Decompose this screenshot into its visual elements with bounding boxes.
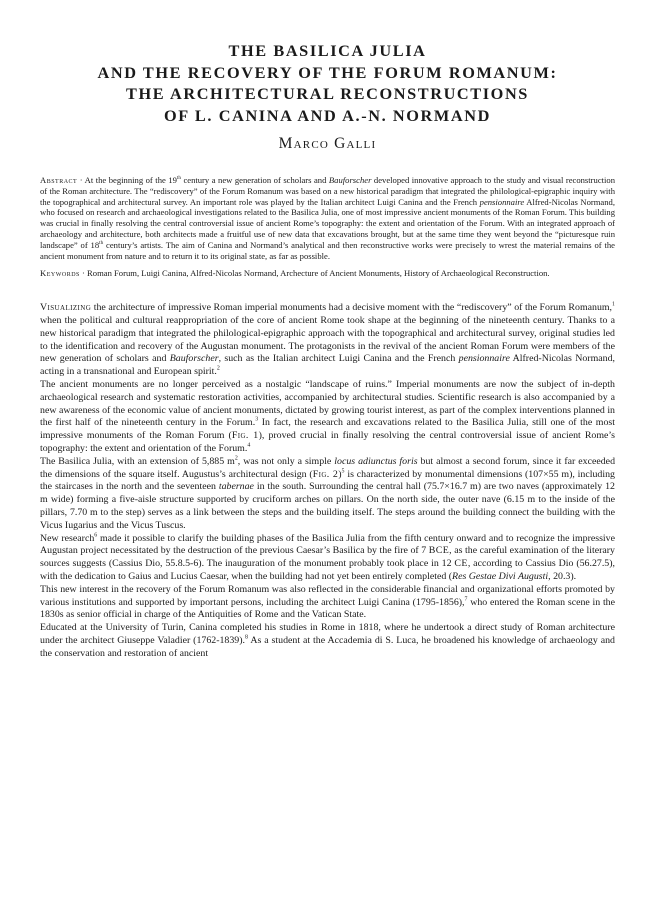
text-run: ) (338, 468, 342, 480)
abstract (40, 175, 615, 261)
text-run: when the political and cultural reappropriation of the core of ancient Rome took shape at the beginning of the nineteenth century. Thanks to a new historical paradigm that integrated the philological-epigraphic approach with the topographical and architectural survey, original studies led to the identification and recovery of the Augustan monument. The protagonists in the revival of the ancient Roman Forum were members of the new generation of scholars and (40, 314, 615, 365)
text-run: , such as the Italian architect Luigi Canina and the French (218, 353, 459, 365)
text-run: but almost a second forum, since it far exceeded the dimensions of the square itself. Augustus’s architectural design ( (40, 455, 616, 480)
superscript: th (99, 239, 104, 246)
text-run: who entered the Roman scene in the 1830s as senior official in charge of the Antiquities of Rome and the Vatican State. (40, 596, 616, 621)
footnote-ref[interactable]: 8 (245, 634, 248, 641)
abstract-text: Alfred-Nicolas Normand, who focused on research and archaeological investigations related to the Basilica Julia, one of most impressive ancient monuments of the Roman Forum. This building was crucial in finally resolving the central controversial issue of ancient Rome’s topography: the extent and orientation of the Forum. With an integrated approach of archaeology and architecture, both architects made a fruitful use of new data that excavations brought, but at the same time they went beyond the “picturesque ruin landscape” of 18 (40, 196, 615, 250)
abstract-separator: · (77, 175, 85, 185)
italic-term: locus adiunctus foris (334, 455, 418, 467)
footnote-ref[interactable]: 7 (464, 596, 468, 603)
abstract-text: century’s artists. The aim of Canina and Normand’s analytical and then reconstructive works were precisely to wrest the material remains of the ancient monument from nature and to return it to its original state, as far as possible. (40, 239, 615, 261)
text-run: Alfred-Nicolas Normand, acting in a transnational and European spirit. (40, 353, 615, 378)
text-run: ), proved crucial in finally resolving the central controversial issue of ancient Rome’s topography: the extent and orientation of the Forum. (40, 430, 616, 454)
author-name: Marco Galli (278, 135, 377, 152)
article-title (40, 40, 615, 126)
footnote-ref[interactable]: 3 (255, 417, 259, 424)
keywords-text: Roman Forum, Luigi Canina, Alfred-Nicolas Normand, Archecture of Ancient Monuments, History of Archaeological Reconstruction. (87, 268, 550, 279)
text-run: The ancient monuments are no longer perceived as a nostalgic “landscape of ruins.” Imperial monuments are now the subject of in-depth archaeological research and systematic restoration activities, accompanied by architectural studies. Scientific research is also accompanied by a new awareness of the economic value of ancient monuments, dictated by growing tourist interest, as part of the complex interventions planned in the first half of the nineteenth century in the Forum. (40, 378, 615, 429)
keywords-label: Keywords (40, 268, 80, 279)
italic-term: tabernae (218, 481, 254, 493)
italic-term: pensionnaire (458, 353, 510, 365)
abstract-text: developed innovative approach to the study and visual reconstruction of the Roman architecture. The “rediscovery” of the Forum Romanum was based on a new historical paradigm that integrated the philological-epigraphic inquiry with the topographical and architectural survey. An important role was played by the Italian architect Luigi Canina and the French (40, 175, 615, 207)
footnote-ref[interactable]: 1 (612, 301, 615, 308)
text-run: is characterized by monumental dimensions (107×55 m), including the staircases in the north and the seventeen (40, 468, 615, 493)
figure-ref[interactable]: Fig. 2 (312, 468, 339, 480)
text-run: Educated at the University of Turin, Canina completed his studies in Rome in 1818, where he undertook a direct study of Roman architecture under the architect Giuseppe Valadier (1762-1839). (40, 622, 615, 646)
title-line-4: OF L. CANINA AND A.-N. NORMAND (164, 105, 491, 125)
text-run: , was not only a simple (237, 455, 335, 467)
paragraph-6 (40, 622, 615, 660)
text-run: in the south. Surrounding the central hall (75.7×16.7 m) are two naves (approximately 12 m wide) forming a five-aisle structure supported by cruciform arches on pillars. On the north side, the outer nave (6.15 m to the inside of the pillars, 7.70 m to the step) serves as a link between the steps and the building itself. The steps around the building connect the building with the Vicus Iugarius and the Vicus Tuscus. (40, 481, 615, 531)
text-run: The Basilica Julia, with an extension of 5,885 m (40, 455, 235, 467)
italic-term: Res Gestae Divi Augusti (452, 570, 549, 582)
paragraph-2 (40, 379, 615, 456)
italic-term: pensionnaire (479, 196, 525, 207)
abstract-text: century a new generation of scholars and (180, 175, 329, 185)
text-run: New research (40, 532, 95, 544)
text-run: In fact, the research and excavations related to the Basilica Julia, still one of the most impressive monuments of the Roman Forum ( (40, 417, 615, 442)
text-run: , according to Cassius Dio (56.27.5), with the dedication to Gaius and Lucius Caesar, when the building had not yet been entirely completed ( (40, 558, 615, 582)
abstract-label: Abstract (40, 175, 78, 185)
abstract-text: At the beginning of the 19 (84, 175, 177, 185)
era-abbrev: CE (454, 558, 468, 570)
footnote-ref[interactable]: 5 (341, 468, 345, 475)
paragraph-4 (40, 533, 615, 584)
title-line-2: AND THE RECOVERY OF THE FORUM ROMANUM: (97, 62, 558, 82)
keywords-separator: · (79, 268, 88, 279)
italic-term: Bauforscher (169, 353, 219, 365)
footnote-ref[interactable]: 2 (216, 365, 220, 372)
article-body (40, 302, 615, 660)
footnote-ref[interactable]: 6 (94, 532, 98, 539)
keywords (40, 268, 615, 279)
title-line-3: THE ARCHITECTURAL RECONSTRUCTIONS (126, 84, 529, 103)
superscript: 2 (234, 455, 238, 462)
text-run: , as the careful examination of the literary sources suggests (Cassius Dio, 55.8.5-6). The inauguration of the monument probably took place in 12 (40, 545, 615, 570)
footnote-ref[interactable]: 4 (247, 442, 251, 449)
italic-term: Bauforscher (328, 175, 372, 185)
paragraph-5 (40, 584, 615, 622)
paragraph-3 (40, 456, 615, 533)
era-abbrev: BCE (428, 545, 450, 557)
lead-word: Visualizing (40, 302, 92, 314)
article-page (40, 40, 615, 660)
title-line-1: THE BASILICA JULIA (228, 41, 427, 60)
text-run: , 20.3). (548, 570, 577, 582)
superscript: th (176, 175, 181, 182)
text-run: As a student at the Accademia di S. Luca, he broadened his knowledge of archaeology and the conservation and restoration of ancient (40, 634, 615, 659)
text-run: made it possible to clarify the building phases of the Basilica Julia from the fifth century onward and to recognize the impressive Augustan project necessitated by the destruction of the previous Caesar’s Basilica by the fire of 7 (40, 532, 615, 557)
text-run: the architecture of impressive Roman imperial monuments had a decisive moment with the “rediscovery” of the Forum Romanum, (91, 302, 613, 314)
figure-ref[interactable]: Fig. 1 (231, 430, 259, 442)
text-run: This new interest in the recovery of the Forum Romanum was also reflected in the considerable financial and organizational efforts promoted by various institutions and supported by important persons, including the architect Luigi Canina (1795-1856), (40, 583, 615, 608)
paragraph-1 (40, 302, 615, 379)
